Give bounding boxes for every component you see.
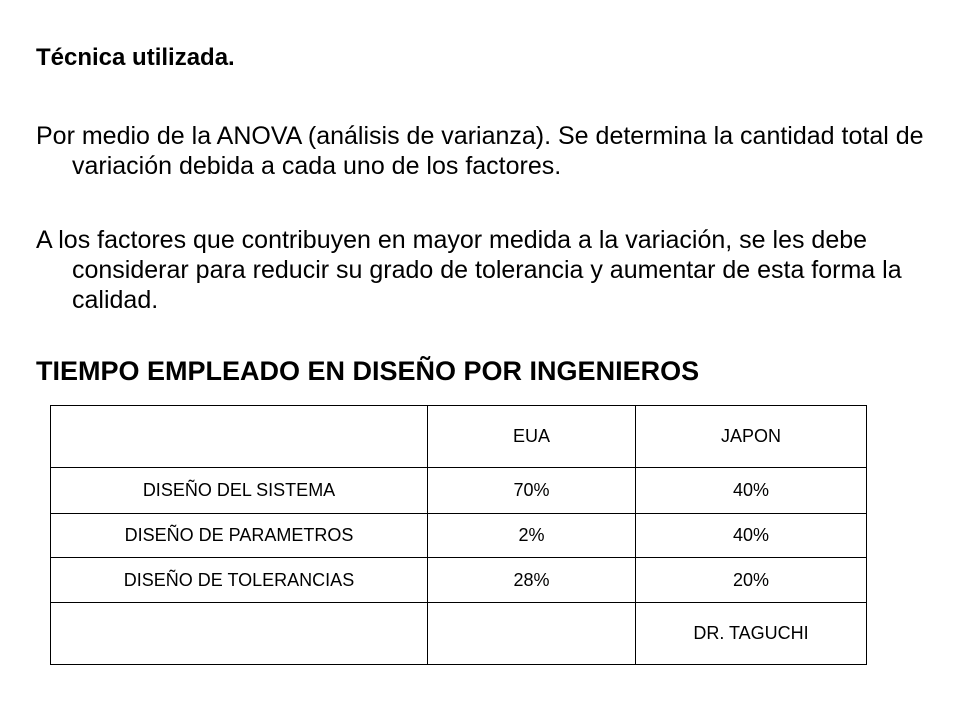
- heading: Técnica utilizada.: [36, 44, 235, 71]
- table-cell: 20%: [636, 558, 867, 603]
- table-header-row: [51, 406, 867, 468]
- table-cell: [51, 603, 428, 665]
- table-row: [51, 558, 867, 603]
- table-cell: 2%: [428, 514, 636, 558]
- table-cell: 28%: [428, 558, 636, 603]
- table-row: [51, 468, 867, 514]
- table-header-cell: [51, 406, 428, 468]
- table-header-cell: JAPON: [636, 406, 867, 468]
- table-cell: 70%: [428, 468, 636, 514]
- paragraph-anova: Por medio de la ANOVA (análisis de varianza). Se determina la cantidad total de variación debida a cada uno de los factores.: [36, 122, 924, 180]
- table-footer-row: [51, 603, 867, 665]
- section-title: TIEMPO EMPLEADO EN DISEÑO POR INGENIEROS: [36, 356, 700, 386]
- table-cell: 40%: [636, 468, 867, 514]
- paragraph-factores: A los factores que contribuyen en mayor medida a la variación, se les debe considerar para reducir su grado de tolerancia y aumentar de esta forma la calidad.: [36, 226, 902, 314]
- table-cell: [428, 603, 636, 665]
- table-row: [51, 514, 867, 558]
- table-cell-label: DISEÑO DE TOLERANCIAS: [51, 558, 428, 603]
- table-header-cell: EUA: [428, 406, 636, 468]
- table-cell: 40%: [636, 514, 867, 558]
- table-cell-label: DISEÑO DEL SISTEMA: [51, 468, 428, 514]
- design-time-table: [50, 405, 867, 665]
- table-cell-label: DISEÑO DE PARAMETROS: [51, 514, 428, 558]
- table-attribution-cell: DR. TAGUCHI: [636, 603, 867, 665]
